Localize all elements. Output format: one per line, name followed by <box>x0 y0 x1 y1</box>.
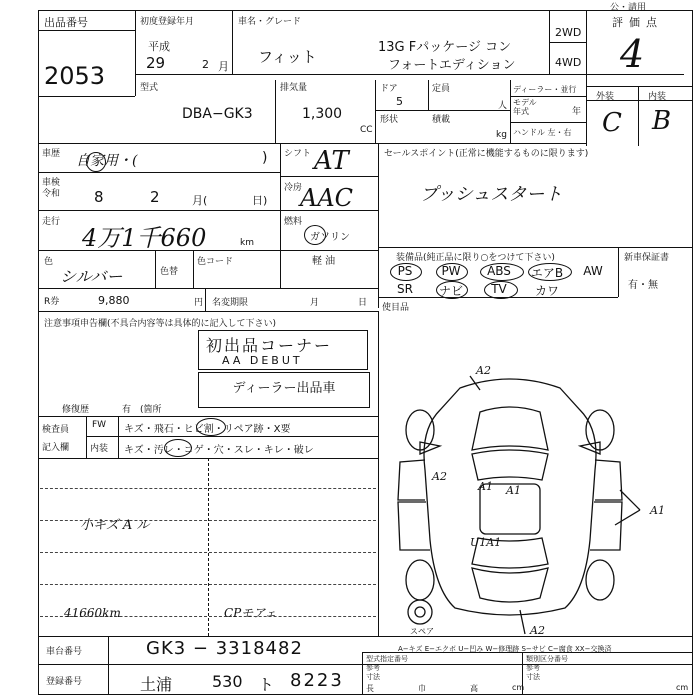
name-grade-label: 車名・グレード <box>238 17 302 27</box>
load-label: 積載 <box>432 115 451 125</box>
circle-airbag <box>528 263 572 281</box>
car-diagram <box>380 350 692 640</box>
deadline-day: 日 <box>358 298 368 308</box>
reg-region: 土浦 <box>140 675 173 694</box>
int-items: キズ・汚レ・コゲ・穴・スレ・キレ・破レ <box>124 445 314 456</box>
drive-2wd[interactable]: 2WD <box>555 26 582 39</box>
year-unit: 年 <box>572 107 582 117</box>
repair-label: 修復歴 <box>62 405 90 415</box>
reg-year: 29 <box>146 54 166 72</box>
color-value: シルバー <box>60 267 123 286</box>
type-spec-label: 型式指定番号 参考 寸法 <box>366 655 408 681</box>
width-label: 巾 <box>418 684 426 693</box>
displacement-value: 1,300 <box>302 106 343 122</box>
equipment-label: 装備品(純正品に限り○をつけて下さい) <box>396 253 555 263</box>
grade-line1: 13G Fパッケージ コン <box>378 40 512 55</box>
mark-a1-center: A1 <box>506 484 521 497</box>
reg-number: 8223 <box>290 670 344 691</box>
hand-note-mileage: 41660km <box>64 606 121 620</box>
circle-abs <box>480 263 524 281</box>
circle-tv <box>484 281 518 299</box>
new-car-label: 新車保証書 <box>624 253 670 263</box>
equip-sr[interactable]: SR <box>397 282 413 296</box>
doors-label: ドア <box>380 84 398 94</box>
mileage-label: 走行 <box>42 217 61 227</box>
usage-circle <box>86 152 106 172</box>
fuel-label: 燃料 <box>284 217 303 227</box>
height-label: 高 <box>470 684 478 693</box>
model-value: DBA−GK3 <box>182 106 253 122</box>
deadline-month: 月 <box>310 298 320 308</box>
equip-tv[interactable]: TV <box>491 282 507 296</box>
equip-airbag[interactable]: エアB <box>530 266 564 280</box>
chassis-label: 車台番号 <box>46 647 83 657</box>
length-label: 長 <box>366 684 374 693</box>
mark-a2-rear: A2 <box>530 624 545 637</box>
drive-4wd[interactable]: 4WD <box>555 56 582 69</box>
aircon-value: AAC <box>300 184 354 212</box>
interior-label: 内装 <box>648 92 667 102</box>
capacity-label: 定員 <box>432 84 451 94</box>
int-circle <box>164 439 192 457</box>
mark-a1-right: A1 <box>650 504 665 517</box>
repair-place: (箇所 <box>140 405 162 415</box>
fw-items: キズ・飛石・ヒビ割・リペア跡・X要 <box>124 424 291 435</box>
exterior-label: 外装 <box>596 92 615 102</box>
km-unit: km <box>240 238 254 248</box>
cm-unit-2: cm <box>676 683 689 692</box>
color-label: 色 <box>44 257 54 267</box>
category-label: 類別区分番号 参考 寸法 <box>526 655 568 681</box>
hand-note-scratch: 小キズ A ル <box>80 518 150 533</box>
inspection-month: 2 <box>150 188 160 206</box>
used-label: 使目品 <box>382 303 410 313</box>
public-use: 公・請用 <box>610 3 647 13</box>
reg-class: 530 <box>212 672 243 691</box>
stamp-debut-line2: AA DEBUT <box>222 354 303 367</box>
deadline-label: 名変期限 <box>212 298 249 308</box>
grade-line2: フォートエディション <box>388 58 516 73</box>
shape-label: 形状 <box>380 115 399 125</box>
fuel-diesel: 軽 油 <box>312 256 336 267</box>
int-label: 内装 <box>90 444 109 454</box>
circle-pw <box>436 263 468 281</box>
model-year-label: モデル 年式 <box>513 98 537 116</box>
recycle-label: R券 <box>44 297 60 307</box>
era: 平成 <box>148 40 170 53</box>
equip-abs[interactable]: ABS <box>487 264 511 278</box>
hand-note-cp: CPモアェ <box>224 606 277 620</box>
inspector-label: 検査員 <box>42 425 70 435</box>
notes-label: 注意事項申告欄(不具合内容等は具体的に記入して下さい) <box>44 319 277 329</box>
reg-month-unit: 月 <box>218 60 229 73</box>
first-reg-label: 初度登録年月 <box>140 17 195 27</box>
equip-pw[interactable]: PW <box>441 264 461 278</box>
persons-unit: 人 <box>498 101 508 111</box>
recycle-yen: 円 <box>194 298 204 308</box>
car-name: フィット <box>258 48 317 66</box>
score-value: 4 <box>620 32 645 76</box>
usage-close: ) <box>262 150 268 166</box>
kg-unit: kg <box>496 130 507 140</box>
mileage-value: 4万1千660 <box>82 224 207 252</box>
exterior-grade: C <box>602 108 622 138</box>
usage-value: 自家用・( <box>76 153 138 169</box>
stamp-dealer: ディーラー出品車 <box>198 372 370 408</box>
dealer-label: ディーラー・並行 <box>513 85 577 94</box>
lot-number: 2053 <box>44 62 106 90</box>
spare-label: スペア <box>410 627 434 636</box>
cc-unit: CC <box>360 125 373 135</box>
fw-circle <box>196 418 226 436</box>
sales-value: プッシュスタート <box>420 184 563 205</box>
recycle-amount: 9,880 <box>98 294 130 307</box>
chassis-number: GK3 − 3318482 <box>146 638 303 659</box>
inspection-day-open: 月( <box>192 194 208 207</box>
shift-value: AT <box>314 146 349 176</box>
inspection-year: 8 <box>94 188 104 206</box>
displacement-label: 排気量 <box>280 83 308 93</box>
handle-label: ハンドル 左・右 <box>513 128 572 137</box>
repair-value: 有 <box>122 405 132 415</box>
doors-value: 5 <box>396 95 403 108</box>
mark-a2-left: A2 <box>432 470 447 483</box>
reg-label: 登録番号 <box>46 677 83 687</box>
color-change-label: 色替 <box>160 267 179 277</box>
warranty-value: 有・無 <box>628 280 658 291</box>
equip-ps[interactable]: PS <box>397 264 413 278</box>
shift-label: シフト <box>284 149 312 159</box>
damage-legend: A−キズ E−エクボ U−凹み W−修理跡 S−サビ C−腐食 XX−交換済 <box>398 645 612 653</box>
mark-a2-front: A2 <box>476 364 491 377</box>
reg-kana: ト <box>258 675 275 694</box>
inspection-label: 車検 令和 <box>42 178 61 199</box>
color-code-label: 色コード <box>197 257 234 267</box>
remarks-label: 記入欄 <box>42 443 70 453</box>
usage-label: 車歴 <box>42 149 61 159</box>
fuel-circle <box>304 225 326 245</box>
fuel-gasoline: ガソリン <box>310 232 350 243</box>
lot-label: 出品番号 <box>44 16 88 29</box>
equip-leather[interactable]: カワ <box>534 284 559 298</box>
sales-label: セールスポイント(正常に機能するものに限ります) <box>384 149 589 159</box>
equip-aw[interactable]: AW <box>583 264 603 278</box>
stamp-debut-line1: 初出品コーナー <box>206 336 333 355</box>
equip-navi[interactable]: ナビ <box>438 284 463 298</box>
inspection-day: 日) <box>252 194 268 207</box>
reg-month: 2 <box>202 58 209 71</box>
mark-a1-left: A1 <box>478 480 493 493</box>
mark-u1a1: U1A1 <box>470 536 502 549</box>
circle-navi <box>436 281 468 299</box>
interior-grade: B <box>652 106 672 136</box>
model-label: 型式 <box>140 83 159 93</box>
circle-ps <box>390 263 422 281</box>
fw-label: FW <box>92 420 107 430</box>
cm-unit-1: cm <box>512 683 525 692</box>
score-label: 評価点 <box>612 16 663 29</box>
aircon-label: 冷房 <box>284 183 303 193</box>
